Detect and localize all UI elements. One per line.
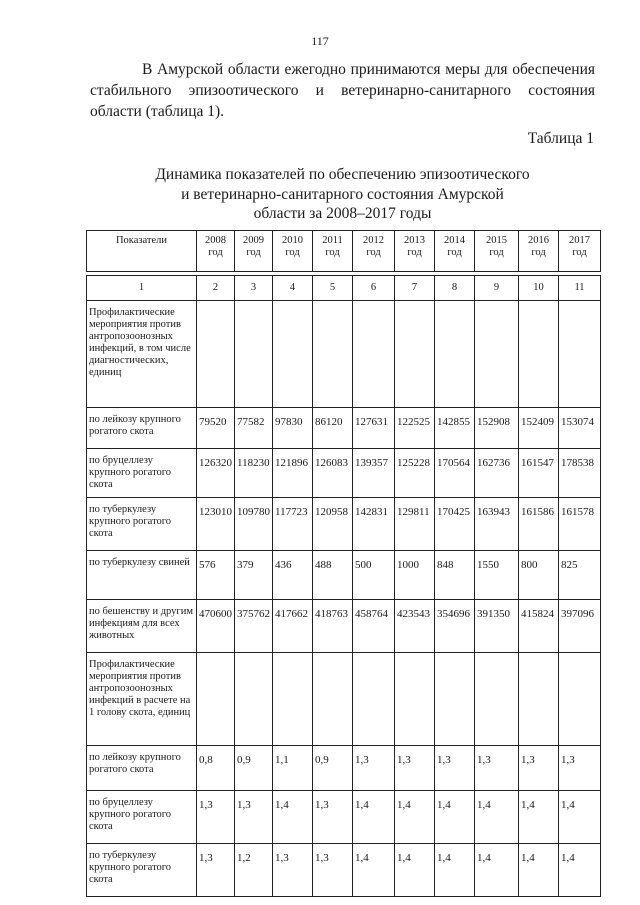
cell: 436 <box>273 551 313 600</box>
row-label: по туберкулезу свиней <box>87 551 197 600</box>
header-year <box>353 231 395 272</box>
cell: 120958 <box>313 498 353 551</box>
cell: 423543 <box>395 600 435 653</box>
table-row <box>87 791 601 844</box>
cell: 79520 <box>197 408 235 449</box>
header-year-value: 2015 <box>486 235 507 246</box>
cell: 1,4 <box>435 844 475 897</box>
cell <box>435 653 475 746</box>
header-year-suffix: год <box>531 247 546 258</box>
header-year-suffix: год <box>407 247 422 258</box>
cell: 1,2 <box>235 844 273 897</box>
header-year <box>273 231 313 272</box>
header-year-value: 2013 <box>404 235 425 246</box>
cell <box>559 301 601 408</box>
cell: 1,3 <box>197 791 235 844</box>
cell <box>235 653 273 746</box>
header-year <box>559 231 601 272</box>
table-row <box>87 498 601 551</box>
table-row <box>87 600 601 653</box>
cell: 1550 <box>475 551 519 600</box>
header-year <box>395 231 435 272</box>
cell: 86120 <box>313 408 353 449</box>
cell <box>313 653 353 746</box>
cell: 123010 <box>197 498 235 551</box>
header-year-suffix: год <box>246 247 261 258</box>
column-number: 1 <box>87 276 197 301</box>
column-number: 10 <box>519 276 559 301</box>
table-row <box>87 551 601 600</box>
cell: 1,3 <box>235 791 273 844</box>
header-year <box>435 231 475 272</box>
row-label: по бешенству и другим инфекциям для всех животных <box>87 600 197 653</box>
column-number: 7 <box>395 276 435 301</box>
table-title-line-2: и ветеринарно-санитарного состояния Амурской <box>181 185 504 203</box>
cell: 1,4 <box>395 791 435 844</box>
cell: 77582 <box>235 408 273 449</box>
cell: 375762 <box>235 600 273 653</box>
header-year-value: 2012 <box>363 235 384 246</box>
column-number: 11 <box>559 276 601 301</box>
column-number-row <box>87 276 601 301</box>
cell: 1,4 <box>435 791 475 844</box>
cell: 1,3 <box>353 746 395 791</box>
intro-paragraph: В Амурской области ежегодно принимаются меры для обеспечения стабильного эпизоотического и ветеринарно-санитарного состояния области (таблица 1). <box>90 61 595 120</box>
header-year-suffix: год <box>325 247 340 258</box>
table-title-line-3: области за 2008–2017 годы <box>253 205 432 222</box>
cell: 1000 <box>395 551 435 600</box>
cell: 1,4 <box>475 844 519 897</box>
cell: 109780 <box>235 498 273 551</box>
table-title <box>90 165 595 224</box>
cell: 1,4 <box>395 844 435 897</box>
header-year-suffix: год <box>366 247 381 258</box>
cell: 1,4 <box>353 791 395 844</box>
header-year-value: 2017 <box>569 235 590 246</box>
column-number: 5 <box>313 276 353 301</box>
table-row <box>87 844 601 897</box>
cell: 500 <box>353 551 395 600</box>
cell: 152409 <box>519 408 559 449</box>
column-number: 9 <box>475 276 519 301</box>
cell: 142855 <box>435 408 475 449</box>
cell: 163943 <box>475 498 519 551</box>
row-label: по туберкулезу крупного рогатого скота <box>87 498 197 551</box>
header-year-value: 2010 <box>282 235 303 246</box>
cell: 170425 <box>435 498 475 551</box>
cell <box>197 653 235 746</box>
cell: 97830 <box>273 408 313 449</box>
cell: 1,4 <box>559 844 601 897</box>
cell: 125228 <box>395 449 435 498</box>
table-row <box>87 449 601 498</box>
cell: 391350 <box>475 600 519 653</box>
header-year <box>519 231 559 272</box>
column-number: 8 <box>435 276 475 301</box>
cell <box>559 653 601 746</box>
table-header-row <box>87 231 601 272</box>
header-year <box>235 231 273 272</box>
cell: 397096 <box>559 600 601 653</box>
cell: 170564 <box>435 449 475 498</box>
cell <box>353 301 395 408</box>
cell: 418763 <box>313 600 353 653</box>
row-label: Профилактические мероприятия против антропозоонозных инфекций в расчете на 1 голову скота, единиц <box>87 653 197 746</box>
cell: 153074 <box>559 408 601 449</box>
header-year-suffix: год <box>489 247 504 258</box>
cell <box>273 653 313 746</box>
table-row <box>87 746 601 791</box>
cell <box>519 653 559 746</box>
cell <box>475 653 519 746</box>
cell <box>519 301 559 408</box>
cell <box>475 301 519 408</box>
table-label: Таблица 1 <box>527 130 594 147</box>
cell: 1,4 <box>519 844 559 897</box>
column-number: 6 <box>353 276 395 301</box>
cell: 1,1 <box>273 746 313 791</box>
cell: 1,4 <box>559 791 601 844</box>
cell: 1,4 <box>519 791 559 844</box>
cell: 1,3 <box>559 746 601 791</box>
cell: 379 <box>235 551 273 600</box>
cell: 1,3 <box>519 746 559 791</box>
cell: 417662 <box>273 600 313 653</box>
page-number: 117 <box>311 34 329 48</box>
table-row <box>87 408 601 449</box>
cell <box>395 653 435 746</box>
cell: 415824 <box>519 600 559 653</box>
cell: 1,4 <box>273 791 313 844</box>
cell: 126320 <box>197 449 235 498</box>
cell: 0,9 <box>313 746 353 791</box>
cell: 1,4 <box>353 844 395 897</box>
cell: 1,3 <box>273 844 313 897</box>
header-year-suffix: год <box>208 247 223 258</box>
cell: 0,8 <box>197 746 235 791</box>
cell: 118230 <box>235 449 273 498</box>
header-year-suffix: год <box>572 247 587 258</box>
header-year <box>475 231 519 272</box>
cell: 1,3 <box>197 844 235 897</box>
cell: 121896 <box>273 449 313 498</box>
table-row <box>87 653 601 746</box>
row-label: по туберкулезу крупного рогатого скота <box>87 844 197 897</box>
cell: 152908 <box>475 408 519 449</box>
header-year-value: 2014 <box>444 235 465 246</box>
cell: 576 <box>197 551 235 600</box>
cell: 161586 <box>519 498 559 551</box>
cell: 178538 <box>559 449 601 498</box>
cell <box>313 301 353 408</box>
cell: 488 <box>313 551 353 600</box>
cell: 800 <box>519 551 559 600</box>
cell <box>435 301 475 408</box>
header-year-suffix: год <box>447 247 462 258</box>
column-number: 2 <box>197 276 235 301</box>
cell: 1,3 <box>313 844 353 897</box>
cell: 1,3 <box>313 791 353 844</box>
row-label: Профилактические мероприятия против антропозоонозных инфекций, в том числе диагностических, единиц <box>87 301 197 408</box>
cell: 142831 <box>353 498 395 551</box>
header-year <box>313 231 353 272</box>
cell: 162736 <box>475 449 519 498</box>
header-year-value: 2008 <box>205 235 226 246</box>
cell <box>353 653 395 746</box>
cell: 122525 <box>395 408 435 449</box>
cell: 825 <box>559 551 601 600</box>
cell <box>235 301 273 408</box>
cell: 848 <box>435 551 475 600</box>
header-year-value: 2011 <box>322 235 343 246</box>
row-label: по бруцеллезу крупного рогатого скота <box>87 791 197 844</box>
cell: 161547 <box>519 449 559 498</box>
cell: 470600 <box>197 600 235 653</box>
header-indicators: Показатели <box>87 231 197 272</box>
cell: 0,9 <box>235 746 273 791</box>
column-number: 3 <box>235 276 273 301</box>
row-label: по лейкозу крупного рогатого скота <box>87 408 197 449</box>
cell: 1,3 <box>475 746 519 791</box>
cell: 458764 <box>353 600 395 653</box>
cell <box>273 301 313 408</box>
header-year <box>197 231 235 272</box>
table-title-line-1: Динамика показателей по обеспечению эпизоотического <box>155 166 530 183</box>
cell: 129811 <box>395 498 435 551</box>
table-row <box>87 301 601 408</box>
cell: 161578 <box>559 498 601 551</box>
column-number: 4 <box>273 276 313 301</box>
row-label: по лейкозу крупного рогатого скота <box>87 746 197 791</box>
cell: 1,3 <box>395 746 435 791</box>
cell: 126083 <box>313 449 353 498</box>
cell: 127631 <box>353 408 395 449</box>
cell: 139357 <box>353 449 395 498</box>
header-year-suffix: год <box>285 247 300 258</box>
cell: 1,4 <box>475 791 519 844</box>
cell <box>395 301 435 408</box>
header-year-value: 2009 <box>243 235 264 246</box>
cell: 354696 <box>435 600 475 653</box>
cell: 117723 <box>273 498 313 551</box>
header-year-value: 2016 <box>528 235 549 246</box>
row-label: по бруцеллезу крупного рогатого скота <box>87 449 197 498</box>
cell <box>197 301 235 408</box>
cell: 1,3 <box>435 746 475 791</box>
indicators-table <box>86 230 601 897</box>
